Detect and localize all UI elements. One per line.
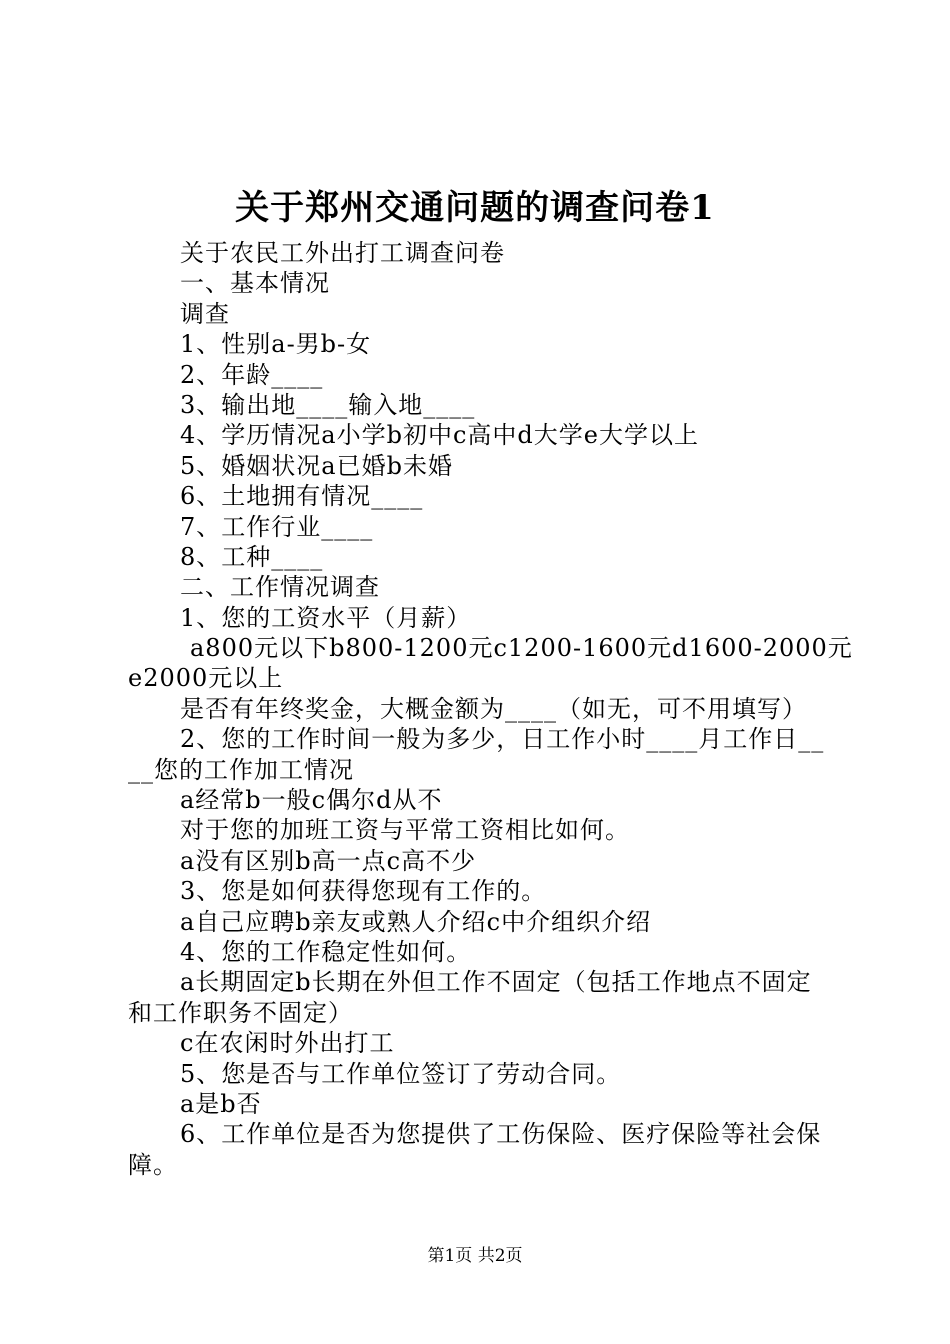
question-line: 4、您的工作稳定性如何。 [180,937,472,966]
document-body [128,238,853,1180]
question-line: 6、工作单位是否为您提供了工伤保险、医疗保险等社会保 [180,1120,822,1149]
survey-heading: 关于农民工外出打工调查问卷 [180,239,505,267]
question-line: 8、工种____ [180,542,324,571]
question-line: 2、年龄____ [180,360,324,389]
answer-options-line: a没有区别b高一点c高不少 [180,846,477,875]
document-title: 关于郑州交通问题的调查问卷1 [235,188,715,228]
answer-options-line: c在农闲时外出打工 [180,1029,395,1058]
question-line: 1、您的工资水平（月薪） [180,603,472,632]
question-line: 3、输出地____输入地____ [180,390,476,419]
section-basic-info: 一、基本情况 [180,269,330,298]
question-line: 2、您的工作时间一般为多少，日工作小时____月工作日__ [180,725,825,754]
answer-options-line: e2000元以上 [128,664,284,693]
text-line: 调查 [180,299,230,328]
question-line: __您的工作加工情况 [128,755,354,784]
answer-options-line: a800元以下b800-1200元c1200-1600元d1600-2000元 [190,634,853,663]
question-line: 是否有年终奖金，大概金额为____（如无，可不用填写） [180,694,807,723]
answer-options-line: 和工作职务不固定） [128,998,353,1027]
question-line: 5、您是否与工作单位签订了劳动合同。 [180,1059,622,1088]
answer-options-line: a自己应聘b亲友或熟人介绍c中介组织介绍 [180,907,652,936]
question-line: 障。 [128,1150,178,1179]
answer-options-line: a是b否 [180,1089,262,1118]
question-line: 5、婚姻状况a已婚b未婚 [180,451,453,480]
question-line: 对于您的加班工资与平常工资相比如何。 [180,816,630,845]
question-line: 1、性别a-男b-女 [180,330,372,359]
question-line: 3、您是如何获得您现有工作的。 [180,877,547,906]
question-line: 7、工作行业____ [180,512,374,541]
question-line: 6、土地拥有情况____ [180,482,424,511]
page-footer: 第1页 共2页 [427,1246,523,1266]
section-work-info: 二、工作情况调查 [180,573,380,602]
question-line: 4、学历情况a小学b初中c高中d大学e大学以上 [180,421,699,450]
answer-options-line: a经常b一般c偶尔d从不 [180,786,443,815]
answer-options-line: a长期固定b长期在外但工作不固定（包括工作地点不固定 [180,968,812,997]
